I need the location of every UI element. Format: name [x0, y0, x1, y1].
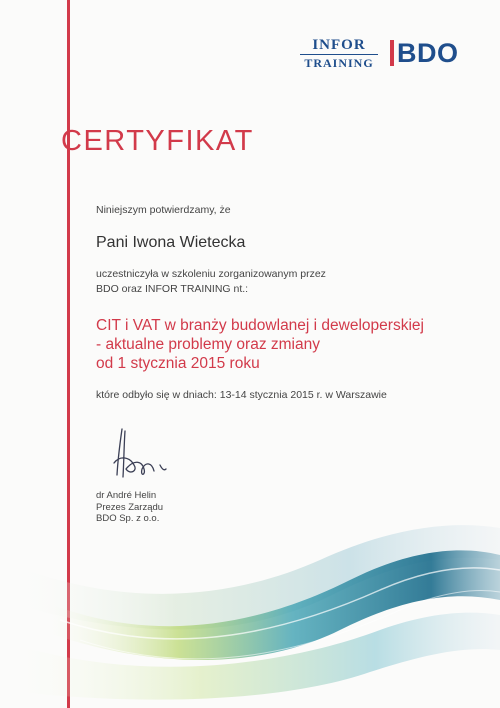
participation-line-2: BDO oraz INFOR TRAINING nt.:	[96, 283, 249, 295]
certificate-title: CERTYFIKAT	[61, 125, 254, 157]
intro-text: Niniejszym potwierdzamy, że	[96, 204, 231, 216]
signer-role: Prezes Zarządu	[96, 501, 164, 513]
training-logo-text: TRAINING	[304, 55, 374, 70]
infor-logo-text: INFOR	[312, 36, 366, 53]
course-dates: które odbyło się w dniach: 13-14 stycznia 2015 r. w Warszawie	[96, 389, 387, 401]
participation-line-1: uczestniczyła w szkoleniu zorganizowanym przez	[96, 268, 326, 280]
course-title-line-3: od 1 stycznia 2015 roku	[96, 355, 260, 372]
signer-company: BDO Sp. z o.o.	[96, 513, 160, 524]
bdo-logo-text: BDO	[397, 37, 459, 68]
course-title-line-2: - aktualne problemy oraz zmiany	[96, 336, 320, 353]
course-title-line-1: CIT i VAT w branży budowlanej i deweloperskiej	[96, 317, 424, 334]
participant-name: Pani Iwona Wietecka	[96, 234, 246, 251]
signer-name: dr André Helin	[96, 490, 157, 501]
